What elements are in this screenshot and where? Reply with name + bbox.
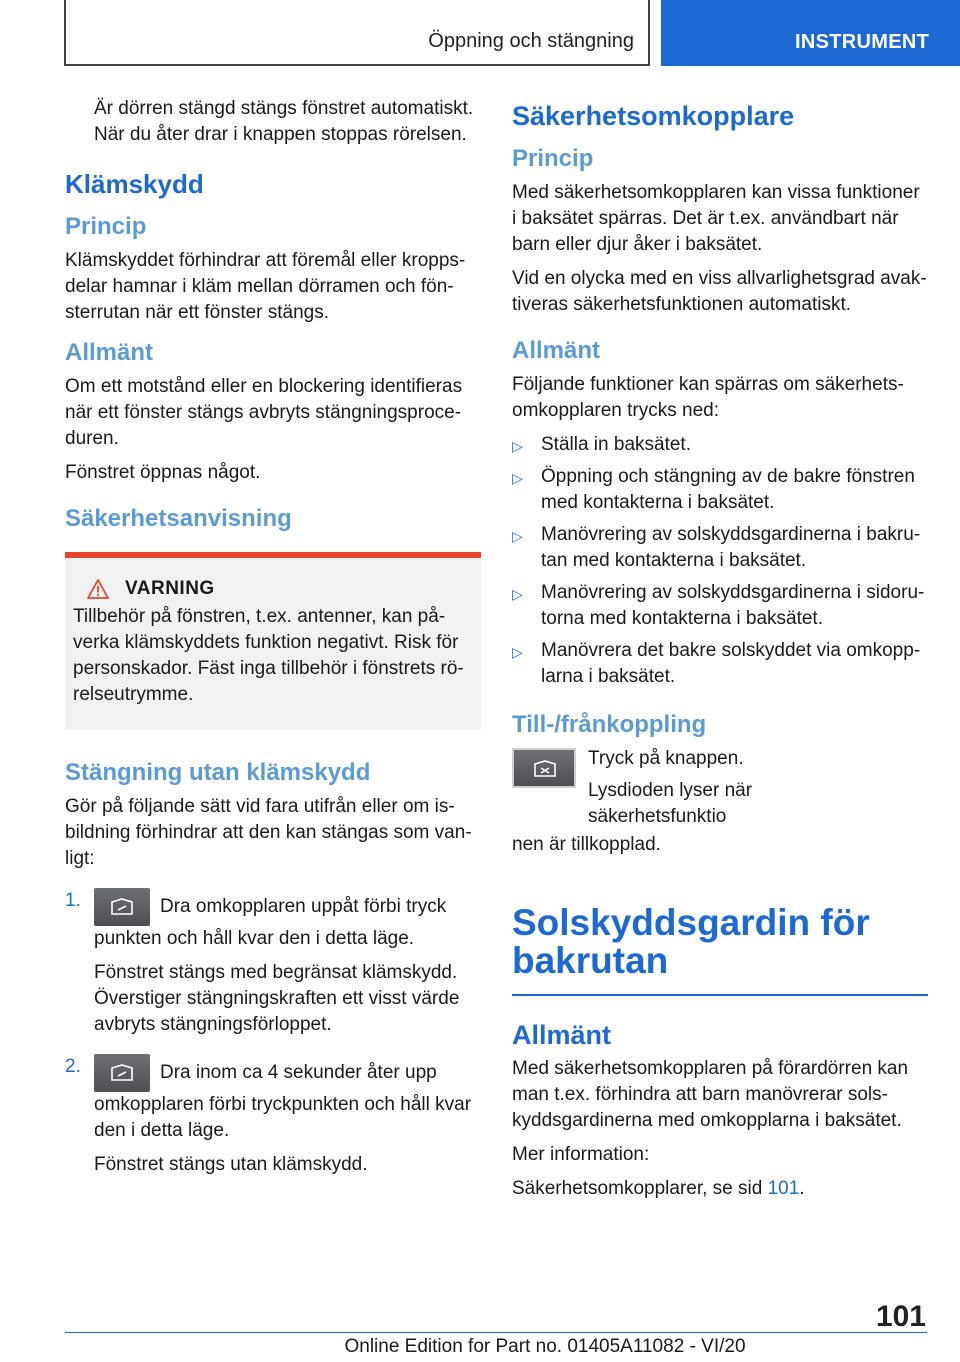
heading-allmant: Allmänt [65,339,154,366]
left-column [65,96,481,1186]
intro-line-2: När du åter drar i knappen stoppas rörelsen. [94,124,467,145]
list-item-text: Manövrering av solskyddsgardinerna i sidorutorna med kontakterna i baksätet. [541,582,925,629]
switch-row [512,746,928,830]
list-item [512,580,928,632]
step-1-line-1: Dra omkopplaren uppåt förbi tryck [160,896,447,918]
list-item [512,522,928,574]
heading-till-frankoppling: Till-/frånkoppling [512,711,707,738]
window-switch-icon [94,1054,150,1092]
step-number: 1. [65,890,81,911]
step-1-sub: Fönstret stängs med begränsat klämskydd. Överstiger stängningskraften ett visst värde avbryts stängningsförloppet. [94,962,460,1035]
intro-text [65,96,481,148]
safety-switch-icon [512,748,576,788]
heading-stangning: Stängning utan klämskydd [65,759,371,786]
intro-line-1: Är dörren stängd stängs fönstret automatiskt. [94,98,474,119]
section-title: Öppning och stängning [428,30,634,52]
header-section-tab [64,0,650,66]
allmant-solskydd-text: Med säkerhetsomkopplaren på förardörren kan man t.ex. förhindra att barn manövrerar solskyddsgardinerna med omkopplarna i baksätet. [512,1058,909,1131]
step-1-rest: punkten och håll kvar den i detta läge. [94,928,415,949]
page-reference-link[interactable]: 101 [767,1178,800,1199]
reference-text: Säkerhetsomkopplarer, se sid [512,1178,768,1199]
triangle-bullet-icon: ▷ [512,528,523,544]
triangle-bullet-icon: ▷ [512,586,523,602]
warning-title: VARNING [125,578,215,599]
allmant-right-text: Följande funktioner kan spärras om säkerhetsomkopplaren trycks ned: [512,374,904,421]
princip-right-text-2: Vid en olycka med en viss allvarlighetsgrad avaktiveras säkerhetsfunktionen automatiskt. [512,268,927,315]
warning-box [65,552,481,730]
allmant-text-2: Fönstret öppnas något. [65,462,261,483]
header-chapter-tab [661,0,960,66]
till-text-3: nen är tillkopplad. [512,834,661,855]
list-item-text: Manövrering av solskyddsgardinerna i bakrutan med kontakterna i baksätet. [541,524,921,571]
princip-text: Klämskyddet förhindrar att föremål eller kroppsdelar hamnar i kläm mellan dörramen och fönsterrutan när ett fönster stängs. [65,250,466,323]
heading-princip-right: Princip [512,145,594,172]
footer-divider [65,1332,927,1333]
step-number: 2. [65,1056,81,1077]
list-item-text: Manövrera det bakre solskyddet via omkopplarna i baksätet. [541,640,921,687]
till-text-1: Tryck på knappen. [588,748,744,769]
triangle-bullet-icon: ▷ [512,470,523,486]
heading-allmant-solskydd: Allmänt [512,1020,612,1050]
warning-triangle-icon [87,579,109,599]
warning-text: Tillbehör på fönstren, t.ex. antenner, kan påverka klämskyddets funktion negativt. Risk för personskador. Fäst inga tillbehör i fönstrets rörelseutrymme. [73,606,464,705]
heading-klamskydd: Klämskydd [65,169,204,199]
page-header [0,0,960,66]
section-divider [512,994,928,996]
step-2 [65,1054,481,1178]
mer-information: Mer information: [512,1144,650,1165]
step-2-sub: Fönstret stängs utan klämskydd. [94,1154,368,1175]
footer-edition: Online Edition for Part no. 01405A11082 - VI/20 [344,1336,746,1357]
triangle-bullet-icon: ▷ [512,438,523,454]
list-item-text: Öppning och stängning av de bakre fönstren med kontakterna i baksätet. [541,466,915,513]
right-column [512,96,928,1210]
step-2-rest: omkopplaren förbi tryckpunkten och håll kvar den i detta läge. [94,1094,472,1141]
heading-sakerhetsomkopplare: Säkerhetsomkopplare [512,101,795,131]
stangning-text: Gör på följande sätt vid fara utifrån eller om isbildning förhindrar att den kan stängas som vanligt: [65,796,472,869]
list-item [512,638,928,690]
window-switch-icon [94,888,150,926]
list-item [512,464,928,516]
page-number: 101 [875,1300,926,1333]
heading-allmant-right: Allmänt [512,337,601,364]
warning-header [73,578,471,600]
heading-princip: Princip [65,213,147,240]
step-1 [65,888,481,1038]
heading-sakerhetsanvisning: Säkerhetsanvisning [65,505,292,532]
till-text-2: Lysdioden lyser när säkerhetsfunktio [588,780,753,827]
allmant-text: Om ett motstånd eller en blockering identifieras när ett fönster stängs avbryts stängningsproceduren. [65,376,463,449]
princip-right-text-1: Med säkerhetsomkopplaren kan vissa funktioner i baksätet spärras. Det är t.ex. användbart när barn eller djur åker i baksätet. [512,182,920,255]
step-2-line-1: Dra inom ca 4 sekunder åter upp [160,1062,437,1084]
triangle-bullet-icon: ▷ [512,644,523,660]
chapter-title: INSTRUMENT [795,31,930,53]
list-item [512,432,928,458]
heading-solskyddsgardin: Solskyddsgardin för bakrutan [512,902,870,981]
function-list [512,432,928,690]
reference-line [512,1176,928,1202]
reference-end: . [799,1178,805,1199]
list-item-text: Ställa in baksätet. [541,434,691,455]
